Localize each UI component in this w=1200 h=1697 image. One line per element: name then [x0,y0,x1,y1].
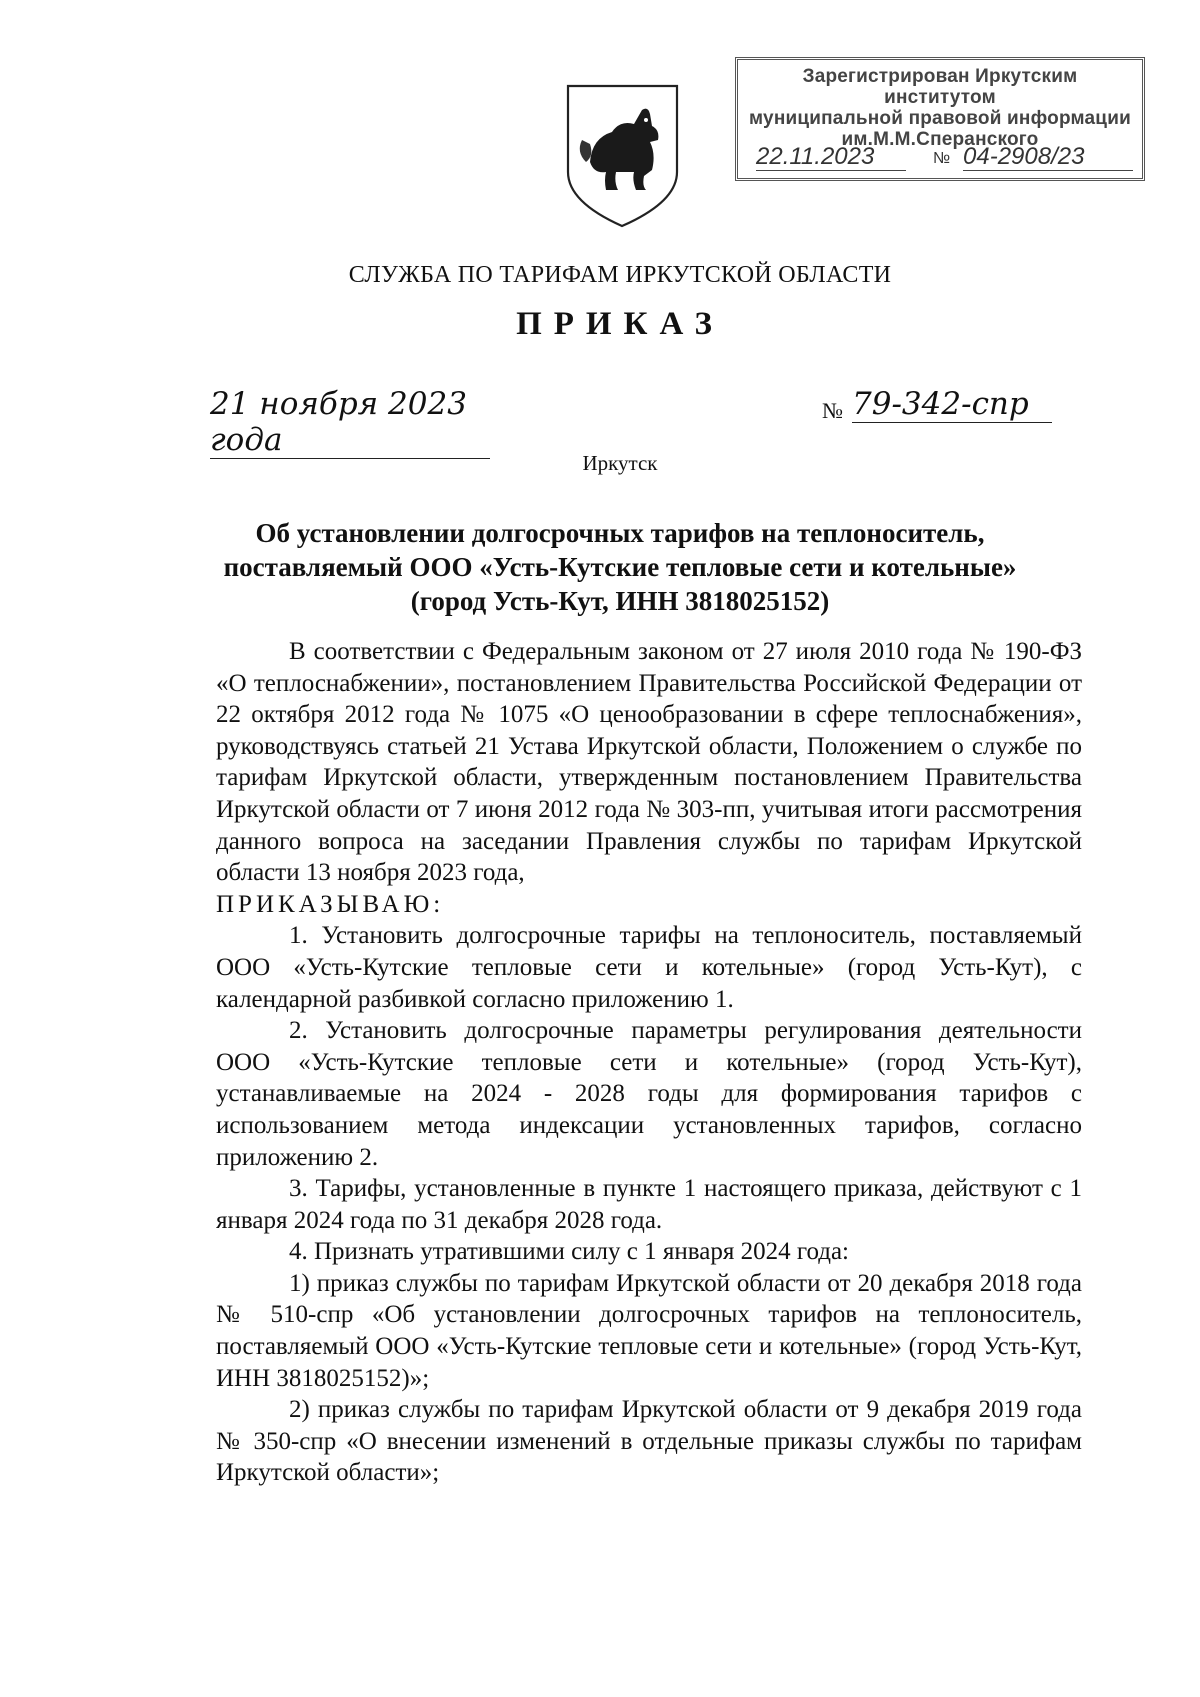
title-line-1: Об установлении долгосрочных тарифов на теплоноситель, [255,518,985,548]
stamp-line-3: им.М.М.Сперанского [841,129,1039,150]
order-item-4-2: 2) приказ службы по тарифам Иркутской области от 9 декабря 2019 года № 350-спр «О внесении изменений в отдельные приказы службы по тарифам Иркутской области»; [216,1396,1082,1487]
agency-name: СЛУЖБА ПО ТАРИФАМ ИРКУТСКОЙ ОБЛАСТИ [348,262,892,288]
preamble-paragraph: В соответствии с Федеральным законом от 27 июля 2010 года № 190-ФЗ «О теплоснабжении», постановлением Правительства Российской Федерации от 22 октября 2012 года № 1075 «О ценообразовании в сфере теплоснабжения», руководствуясь статьей 21 Устава Иркутской области, Положением о службе по тарифам Иркутской области, утвержденным постановлением Правительства Иркутской области от 7 июня 2012 года № 303-пп, учитывая итоги рассмотрения данного вопроса на заседании Правления службы по тарифам Иркутской области 13 ноября 2023 года, [216,638,1082,887]
order-number-handwritten: 79-342-спр [852,386,1052,423]
issue-city: Иркутск [582,451,658,475]
order-item-2: 2. Установить долгосрочные параметры регулирования деятельности ООО «Усть-Кутские тепловые сети и котельные» (город Усть-Кут), устанавливаемые на 2024 - 2028 годы для формирования тарифов с использованием метода индексации установленных тарифов, согласно приложению 2. [216,1017,1082,1171]
order-title [200,516,1040,618]
coat-of-arms-icon [560,80,685,230]
document-type: ПРИКАЗ [516,306,724,342]
order-number-label: № [822,398,843,423]
order-item-4: 4. Признать утратившими силу с 1 января 2024 года: [289,1238,849,1266]
stamp-registration-date: 22.11.2023 [756,144,906,171]
order-item-4-1: 1) приказ службы по тарифам Иркутской области от 20 декабря 2018 года № 510-спр «Об установлении долгосрочных тарифов на теплоноситель, поставляемый ООО «Усть-Кутские тепловые сети и котельные» (город Усть-Кут, ИНН 3818025152)»; [216,1269,1082,1392]
order-item-1: 1. Установить долгосрочные тарифы на теплоноситель, поставляемый ООО «Усть-Кутские тепловые сети и котельные» (город Усть-Кут), с календарной разбивкой согласно приложению 1. [216,922,1082,1013]
stamp-registration-row [748,144,1132,174]
order-word: ПРИКАЗЫВАЮ: [216,890,445,918]
registration-stamp [735,57,1145,181]
stamp-line-1: Зарегистрирован Иркутским институтом [802,66,1078,108]
stamp-number-label: № [933,150,951,167]
title-line-3: (город Усть-Кут, ИНН 3818025152) [410,586,830,616]
order-item-3: 3. Тарифы, установленные в пункте 1 настоящего приказа, действуют с 1 января 2024 года по 31 декабря 2028 года. [216,1175,1082,1234]
stamp-registration-number: 04-2908/23 [963,144,1133,171]
order-body [216,636,1082,1489]
stamp-line-2: муниципальной правовой информации [749,108,1131,129]
title-line-2: поставляемый ООО «Усть-Кутские тепловые сети и котельные» [223,552,1017,582]
order-date-handwritten: 21 ноября 2023 года [210,386,490,459]
